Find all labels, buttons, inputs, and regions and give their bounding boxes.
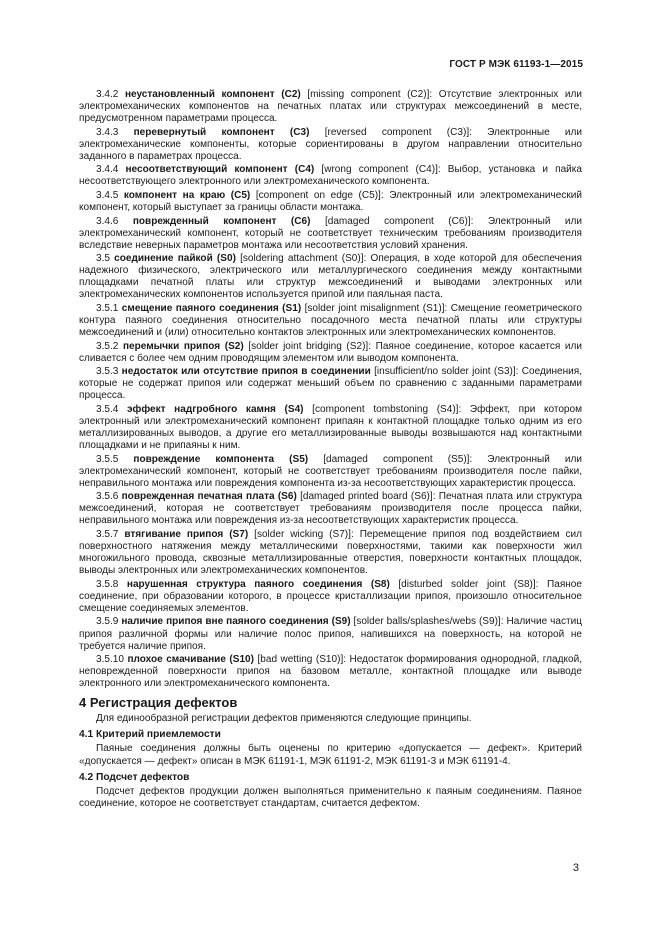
definition-term: смещение паяного соединения (S1) [121, 302, 302, 314]
definition-item [79, 164, 582, 188]
definition-term: втягивание припоя (S7) [124, 528, 249, 540]
section-intro: Для единообразной регистрации дефектов применяются следующие принципы. [96, 713, 472, 725]
definition-number: 3.4.3 [96, 126, 134, 138]
definition-term: плохое смачивание (S10) [127, 654, 254, 666]
definition-number: 3.5.7 [96, 528, 125, 540]
page-content [79, 89, 582, 810]
definition-term: эффект надгробного камня (S4) [127, 403, 304, 415]
definition-number: 3.4.4 [96, 164, 126, 176]
definition-item [79, 216, 582, 252]
definition-number: 3.5.9 [96, 616, 122, 628]
definition-number: 3.5.5 [96, 453, 134, 465]
page-number: 3 [572, 862, 579, 874]
definition-number: 3.4.2 [96, 89, 125, 100]
definition-item [79, 529, 582, 577]
definition-number: 3.5.1 [96, 302, 122, 314]
definition-text: [disturbed solder joint (S8)]: Паяное соединение, при образовании которого, в процессе кристаллизации припоя, произошло относительное смещение соединяемых элементов. [79, 578, 582, 614]
subsection-text-criteria: Паяные соединения должны быть оценены по критерию «допускается — дефект». Критерий «допускается — дефект» описан в МЭК 61191-1, МЭК 61191-2, МЭК 61191-3 и МЭК 61191-4. [79, 743, 582, 767]
standard-header: ГОСТ Р МЭК 61193-1—2015 [449, 59, 583, 70]
definitions-list [79, 89, 582, 690]
definition-text: [reversed component (C3)]: Электронные или электромеханические компоненты, которые сориентированы в другом направлении относительно заданного в параметрах процесса. [79, 126, 583, 162]
definition-text: [bad wetting (S10)]: Недостаток формирования однородной, гладкой, неповрежденной поверхности припоя на базовом металле, контактной площадке или выводе электронного или электромеханического компонента. [79, 654, 582, 690]
definition-text: [wrong component (C4)]: Выбор, установка и пайка несоответствующего электронного или электромеханического компонента. [79, 164, 583, 188]
definition-item [79, 579, 582, 615]
definition-term: компонент на краю (C5) [123, 189, 251, 201]
definition-item [79, 654, 582, 690]
subsection-heading-defect-count: 4.2 Подсчет дефектов [79, 771, 190, 783]
definition-term: нарушенная структура паяного соединения (S8) [126, 578, 390, 590]
definition-term: несоответствующий компонент (C4) [125, 164, 315, 176]
definition-text: [missing component (C2)]: Отсутствие электронных или электромеханических компонентов на печатных платах или структурах межсоединений в месте, предусмотренном параметрами процесса. [79, 89, 582, 125]
definition-term: соединение пайкой (S0) [114, 253, 236, 265]
definition-item [79, 303, 582, 339]
definition-number: 3.5.6 [96, 491, 122, 503]
definition-item [79, 491, 582, 527]
definition-item [79, 127, 582, 163]
definition-text: [component on edge (C5)]: Электронный или электромеханический компонент, который выступает за границы области монтажа. [79, 189, 582, 214]
definition-text: [soldering attachment (S0)]: Операция, в ходе которой для обеспечения надежного физического, электрического или металлургического соединения между контактными площадками печатной платы или структур межсоединений и выводами электронных или электромеханических компонентов используется припой или паяльная паста. [79, 253, 582, 301]
definition-term: недостаток или отсутствие припоя в соединении [121, 366, 371, 378]
definition-text: [solder wicking (S7)]: Перемещение припоя под воздействием сил поверхностного натяжения между металлическими поверхностями, такими как поверхности жил многожильного провода, сквозные металлизированные отверстия, поверхности контактных площадок, выводы электронных или электромеханических компонентов. [79, 528, 583, 577]
subsection-heading-criteria: 4.1 Критерий приемлемости [79, 729, 221, 741]
definition-item [79, 616, 582, 652]
definition-text: [component tombstoning (S4)]: Эффект, при котором электронный или электромеханический компонент припаян к контактной площадке только одним из его металлизированных выводов, а другие его металлизированные выводы возвышаются над контактными площадками и не припаяны к ним. [79, 403, 582, 452]
definition-text: [damaged printed board (S6)]: Печатная плата или структура межсоединений, которая не соответствует требованиям производителя после процесса пайки, неправильного монтажа или повреждения из-за несоответствующих характеристик процесса. [79, 491, 583, 527]
definition-number: 3.4.6 [96, 215, 133, 227]
definition-term: повреждение компонента (S5) [133, 453, 309, 465]
definition-text: [insufficient/no solder joint (S3)]: Соединения, которые не содержат припоя или содержат меньший объем по сравнению с заданными параметрами процесса. [79, 366, 582, 402]
definition-text: [damaged component (C6)]: Электронный или электромеханический компонент, который не соответствует техническим требованиям производителя вследствие неверных параметров монтажа или несоответствия условий хранения. [79, 215, 583, 251]
definition-term: наличие припоя вне паяного соединения (S9) [121, 616, 351, 628]
definition-item [79, 454, 582, 490]
definition-term: неустановленный компонент (C2) [124, 89, 301, 100]
definition-item [79, 404, 582, 452]
definition-item [79, 89, 582, 125]
definition-text: [solder joint bridging (S2)]: Паяное соединение, которое касается или сливается с более чем одним проводящим элементом или выводом компонента. [79, 340, 582, 364]
definition-item [79, 366, 582, 402]
definition-item [79, 341, 582, 365]
definition-number: 3.5.10 [96, 654, 128, 666]
definition-item [79, 190, 582, 214]
definition-number: 3.5 [96, 253, 115, 265]
definition-number: 3.4.5 [96, 189, 124, 201]
definition-item [79, 253, 582, 301]
definition-text: [solder joint misalignment (S1)]: Смещение геометрического контура паяного соединения относительно посадочного места печатной платы или структуры межсоединений и (или) относительно контактов электронных или электромеханических компонентов. [79, 302, 582, 339]
definition-term: поврежденная печатная плата (S6) [121, 491, 297, 503]
definition-number: 3.5.4 [96, 403, 127, 415]
definition-number: 3.5.3 [96, 366, 122, 378]
subsection-text-defect-count: Подсчет дефектов продукции должен выполняться применительно к паяным соединениям. Паяное соединение, которое не соответствует стандартам, считается дефектом. [79, 785, 582, 809]
definition-text: [solder balls/splashes/webs (S9)]: Наличие частиц припоя различной формы или наличие полос припоя, напившихся на поверхность, на которой не требуется наличие припоя. [79, 616, 582, 652]
definition-term: перемычки припоя (S2) [122, 340, 244, 352]
definition-number: 3.5.2 [96, 340, 123, 352]
definition-number: 3.5.8 [96, 578, 127, 590]
section-heading: 4 Регистрация дефектов [79, 695, 238, 711]
definition-term: поврежденный компонент (C6) [132, 215, 311, 227]
definition-term: перевернутый компонент (C3) [133, 126, 310, 138]
definition-text: [damaged component (S5)]: Электронный или электромеханический компонент, который не соответствует требованиям производителя после пайки, неправильного монтажа или повреждения компонента из-за несоответствующих характеристик процесса. [79, 453, 582, 489]
